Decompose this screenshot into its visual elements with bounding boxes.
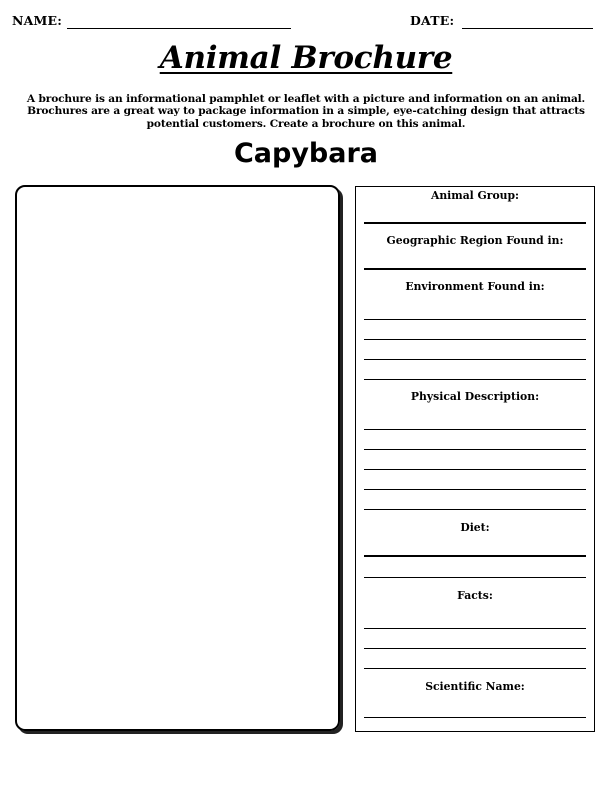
facts-answer-line[interactable] <box>364 648 586 649</box>
physical-description-answer-line[interactable] <box>364 469 586 470</box>
date-label: DATE: <box>410 13 455 28</box>
page-title: Animal Brochure <box>159 40 453 76</box>
physical-description-answer-line[interactable] <box>364 449 586 450</box>
scientific-name-answer-line[interactable] <box>364 717 586 718</box>
animal-group-answer-line[interactable] <box>364 222 586 224</box>
environment-answer-line[interactable] <box>364 319 586 320</box>
physical-description-label: Physical Description: <box>410 390 540 403</box>
environment-answer-line[interactable] <box>364 339 586 340</box>
picture-drawing-area[interactable] <box>15 185 340 731</box>
environment-answer-line[interactable] <box>364 359 586 360</box>
instructions-text: A brochure is an informational pamphlet or leaflet with a picture and information on an animal. Brochures are a great way to package information in a simple, eye-catching design that attracts potential customers. Create a brochure on this animal. <box>26 93 586 130</box>
header <box>12 13 597 33</box>
name-label: NAME: <box>12 13 63 28</box>
animal-name: Capybara <box>233 138 379 169</box>
geographic-region-answer-line[interactable] <box>364 268 586 270</box>
scientific-name-label: Scientific Name: <box>425 680 525 693</box>
name-field[interactable] <box>67 15 291 29</box>
facts-answer-line[interactable] <box>364 668 586 669</box>
animal-group-label: Animal Group: <box>430 189 520 202</box>
diet-answer-line[interactable] <box>364 577 586 578</box>
physical-description-answer-line[interactable] <box>364 509 586 510</box>
physical-description-answer-line[interactable] <box>364 429 586 430</box>
environment-answer-line[interactable] <box>364 379 586 380</box>
date-field[interactable] <box>462 15 593 29</box>
facts-answer-line[interactable] <box>364 628 586 629</box>
environment-label: Environment Found in: <box>405 280 545 293</box>
diet-answer-line[interactable] <box>364 555 586 557</box>
facts-label: Facts: <box>457 589 493 602</box>
physical-description-answer-line[interactable] <box>364 489 586 490</box>
info-panel <box>355 186 595 732</box>
geographic-region-label: Geographic Region Found in: <box>386 234 564 247</box>
diet-label: Diet: <box>460 521 490 534</box>
